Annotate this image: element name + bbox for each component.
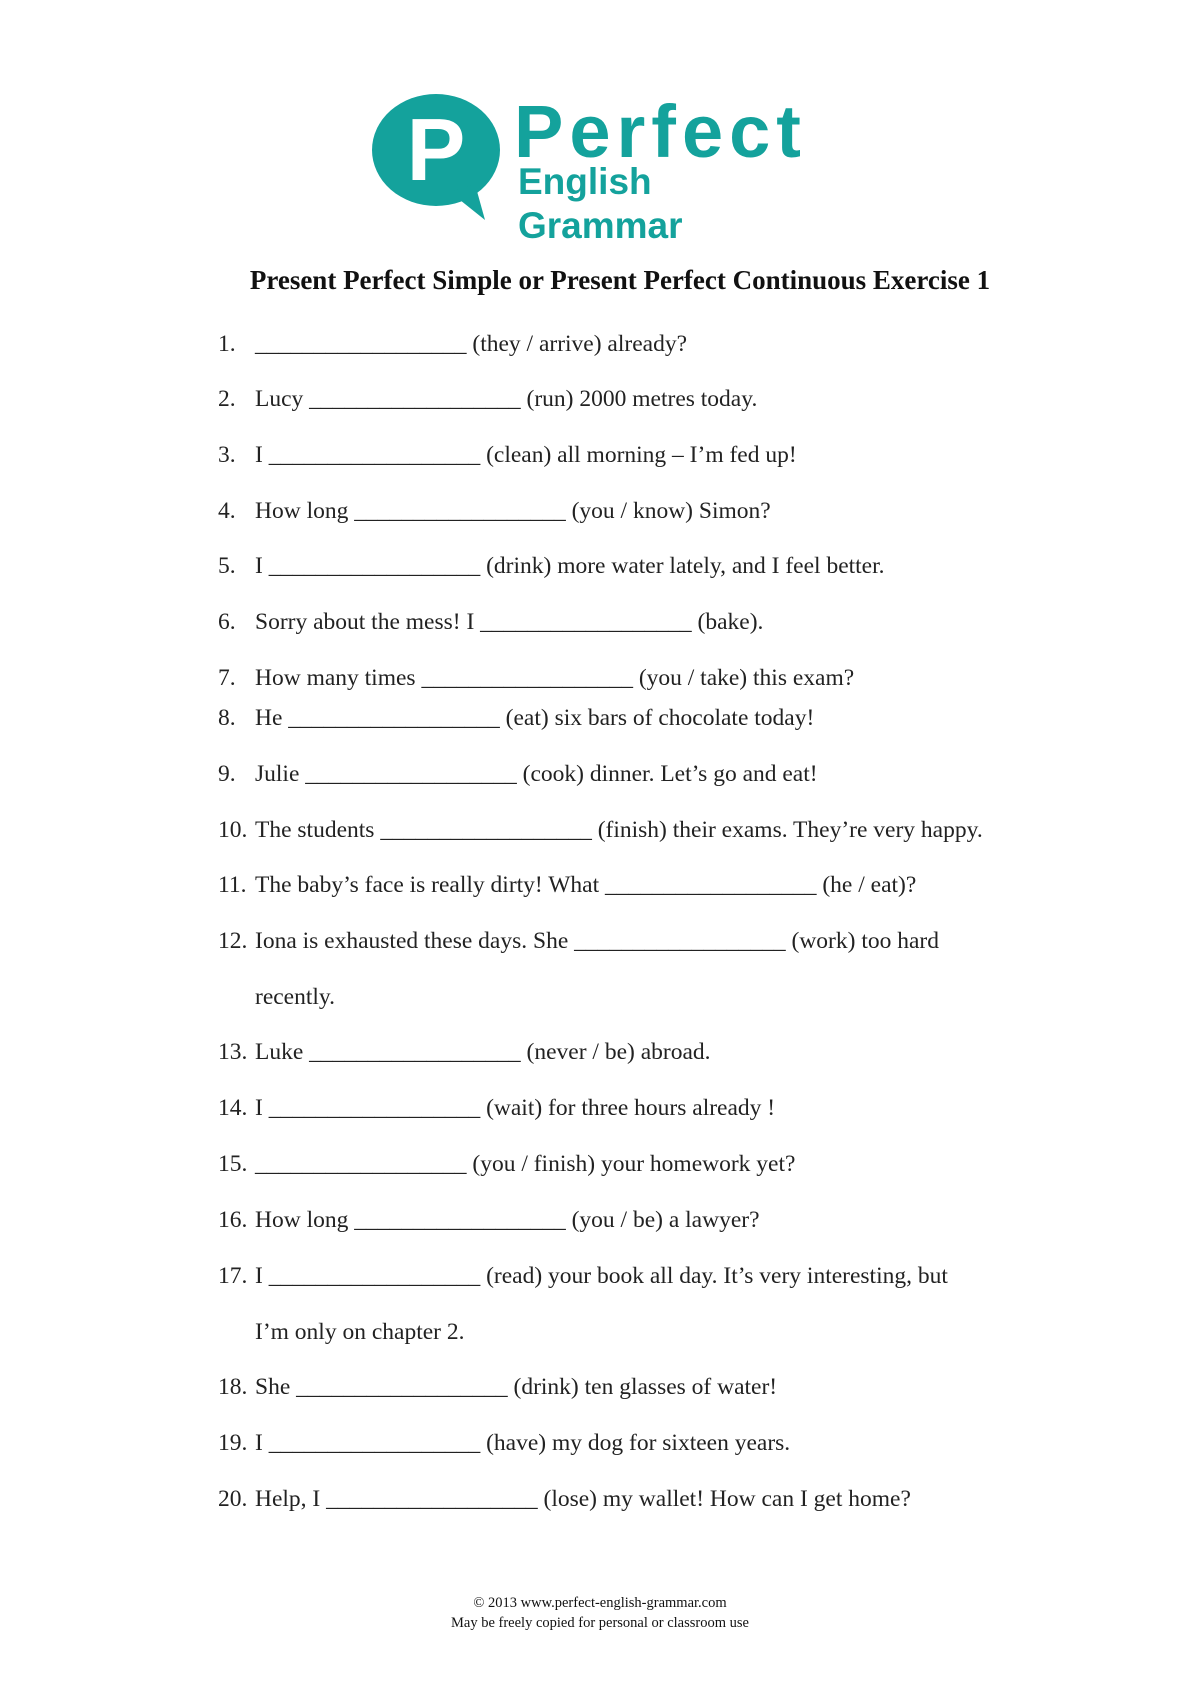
footer-copyright: © 2013 www.perfect-english-grammar.com — [473, 1595, 727, 1611]
footer — [0, 1593, 1200, 1633]
question-text-continued: I’m only on chapter 2. — [255, 1319, 465, 1345]
question-text: Sorry about the mess! I __________________ (bake). — [255, 609, 764, 635]
question-text: __________________ (you / finish) your homework yet? — [255, 1151, 796, 1177]
question-number: 11. — [218, 872, 247, 898]
question-number: 12. — [218, 928, 248, 954]
question-text-continued: recently. — [255, 984, 336, 1010]
question-number: 9. — [218, 761, 236, 787]
question-text: How many times __________________ (you / take) this exam? — [255, 665, 855, 691]
question-text: Help, I __________________ (lose) my wallet! How can I get home? — [255, 1486, 911, 1512]
logo — [370, 90, 820, 246]
question-number: 14. — [218, 1095, 248, 1121]
question-text: The students __________________ (finish) their exams. They’re very happy. — [255, 817, 983, 843]
logo-word-english-grammar: English Grammar — [518, 161, 683, 246]
question-number: 17. — [218, 1263, 248, 1289]
question-text: How long __________________ (you / be) a lawyer? — [255, 1207, 760, 1233]
speech-bubble-logo-icon — [370, 92, 510, 222]
question-text: Luke __________________ (never / be) abroad. — [255, 1039, 711, 1065]
question-text: Julie __________________ (cook) dinner. Let’s go and eat! — [255, 761, 818, 787]
question-number: 1. — [218, 331, 236, 357]
question-number: 20. — [218, 1486, 248, 1512]
question-text: He __________________ (eat) six bars of chocolate today! — [255, 705, 815, 731]
question-text: The baby’s face is really dirty! What __________________ (he / eat)? — [255, 872, 917, 898]
question-text: Lucy __________________ (run) 2000 metres today. — [255, 386, 758, 412]
logo-word-perfect: Perfect — [514, 90, 807, 173]
question-number: 8. — [218, 705, 236, 731]
question-number: 10. — [218, 817, 248, 843]
question-number: 13. — [218, 1039, 248, 1065]
question-number: 4. — [218, 498, 236, 524]
question-number: 2. — [218, 386, 236, 412]
question-number: 19. — [218, 1430, 248, 1456]
question-text: How long __________________ (you / know) Simon? — [255, 498, 771, 524]
question-text: __________________ (they / arrive) already? — [255, 331, 688, 357]
question-text: I __________________ (read) your book all day. It’s very interesting, but — [255, 1263, 948, 1289]
question-number: 7. — [218, 665, 236, 691]
question-number: 3. — [218, 442, 236, 468]
page-title: Present Perfect Simple or Present Perfect Continuous Exercise 1 — [249, 265, 991, 295]
question-text: I __________________ (wait) for three hours already ! — [255, 1095, 776, 1121]
question-text: Iona is exhausted these days. She __________________ (work) too hard — [255, 928, 939, 954]
question-number: 15. — [218, 1151, 248, 1177]
question-text: I __________________ (have) my dog for sixteen years. — [255, 1430, 791, 1456]
logo-letter: P — [406, 100, 466, 199]
question-number: 5. — [218, 553, 236, 579]
question-text: I __________________ (drink) more water lately, and I feel better. — [255, 553, 885, 579]
question-text: She __________________ (drink) ten glasses of water! — [255, 1374, 778, 1400]
question-number: 18. — [218, 1374, 248, 1400]
question-text: I __________________ (clean) all morning – I’m fed up! — [255, 442, 797, 468]
footer-usage-note: May be freely copied for personal or classroom use — [451, 1615, 749, 1631]
question-number: 16. — [218, 1207, 248, 1233]
question-number: 6. — [218, 609, 236, 635]
